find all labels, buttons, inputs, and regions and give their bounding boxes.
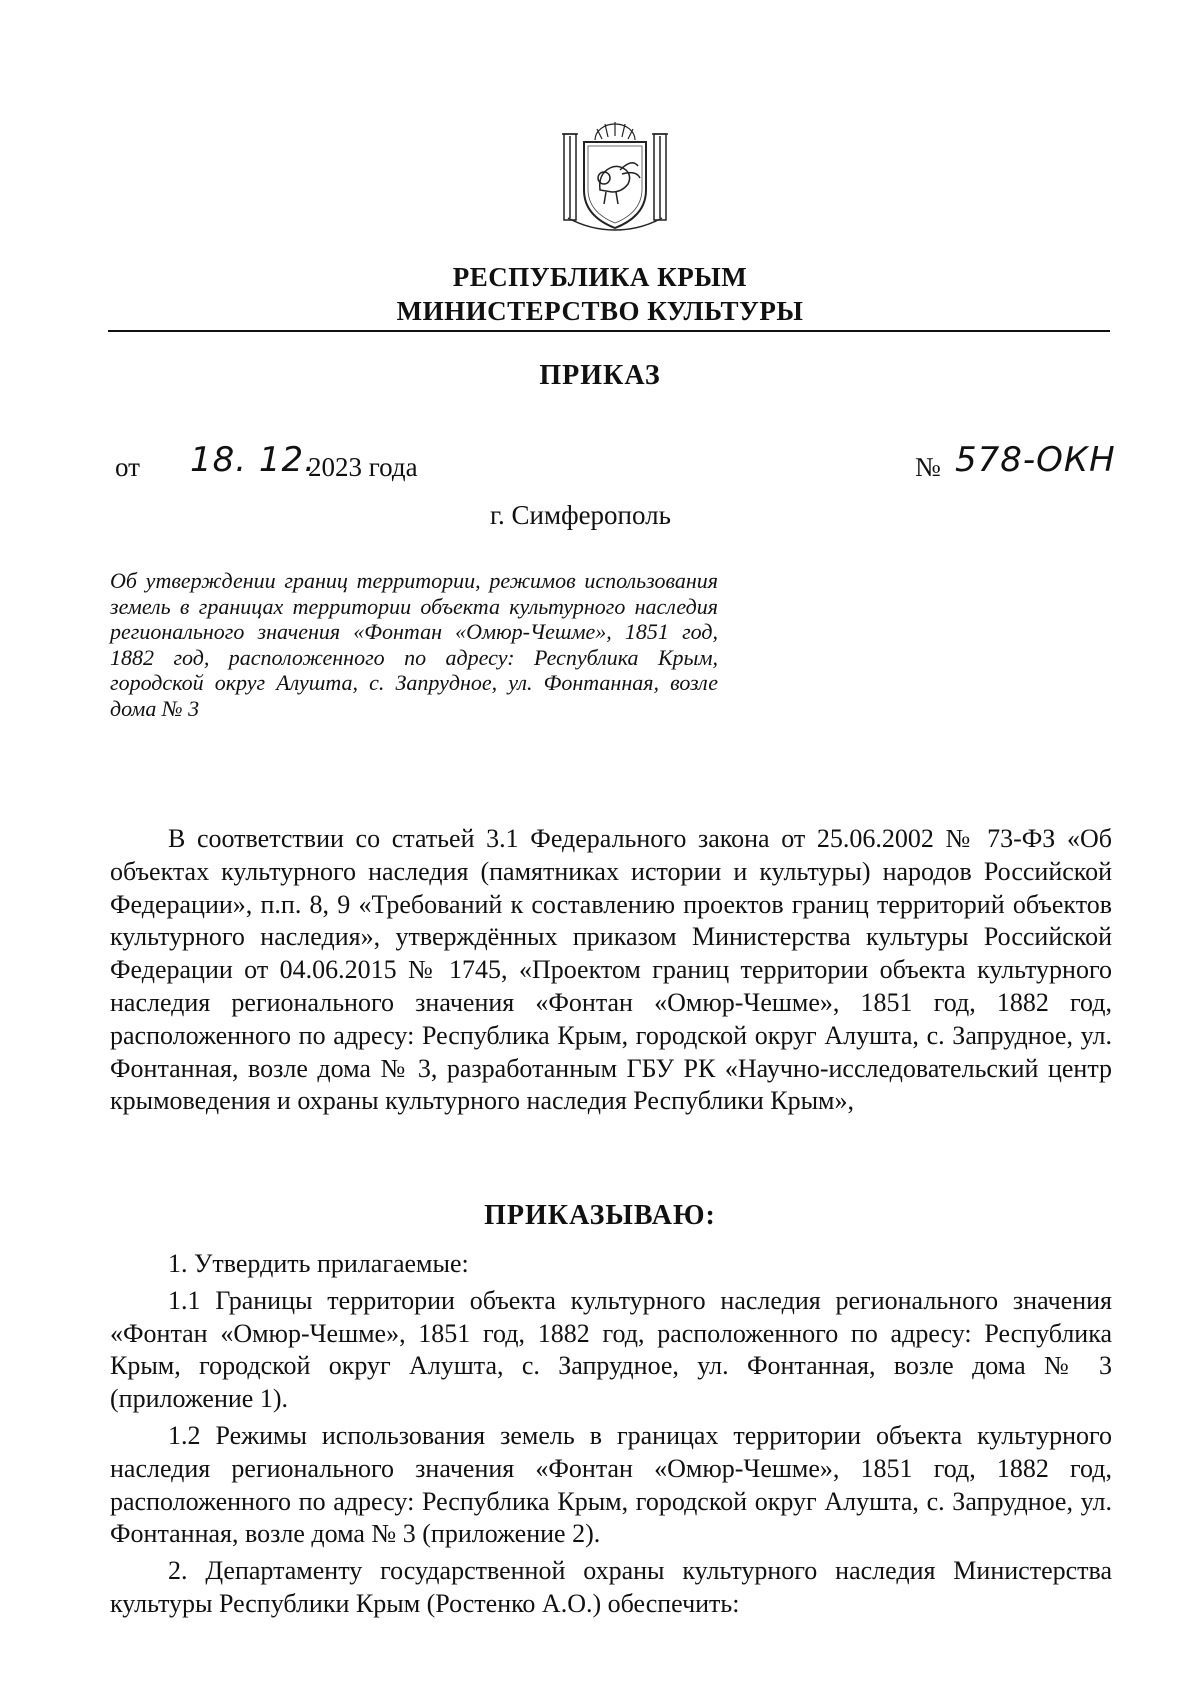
order-title: ПРИКАЗ bbox=[539, 360, 661, 391]
number-sign: № bbox=[915, 452, 941, 482]
order-year: 2023 года bbox=[308, 452, 418, 482]
coat-of-arms-icon bbox=[560, 118, 670, 236]
handwritten-order-number: 578-ОКН bbox=[955, 440, 1116, 480]
order-word: ПРИКАЗЫВАЮ: bbox=[484, 1200, 716, 1231]
header-divider bbox=[108, 330, 1110, 332]
ministry-title: МИНИСТЕРСТВО КУЛЬТУРЫ bbox=[396, 296, 804, 326]
handwritten-date: 18. 12. bbox=[190, 440, 316, 480]
city: г. Симферополь bbox=[490, 500, 671, 530]
republic-title: РЕСПУБЛИКА КРЫМ bbox=[452, 262, 748, 292]
order-subject: Об утверждении границ территории, режимов использования земель в границах территории объекта культурного наследия регионального значения «Фонтан «Омюр-Чешме», 1851 год, 1882 год, расположенного по адресу: Республика Крым, городской округ Алушта, с. Запрудное, ул. Фонтанная, возле дома № 3 bbox=[110, 568, 718, 721]
date-prefix: от bbox=[115, 452, 140, 482]
item-2: 2. Департаменту государственной охраны культурного наследия Министерства культуры Республики Крым (Ростенко А.О.) обеспечить: bbox=[110, 1556, 1112, 1618]
item-1: 1. Утвердить прилагаемые: bbox=[168, 1249, 469, 1278]
item-1-2: 1.2 Режимы использования земель в границах территории объекта культурного наследия регионального значения «Фонтан «Омюр-Чешме», 1851 год, 1882 год, расположенного по адресу: Республика Крым, городской округ Алушта, с. Запрудное, ул. Фонтанная, возле дома № 3 (приложение 2). bbox=[110, 1420, 1112, 1549]
item-1-1: 1.1 Границы территории объекта культурного наследия регионального значения «Фонтан «Омюр-Чешме», 1851 год, 1882 год, расположенного по адресу: Республика Крым, городской округ Алушта, с. Запрудное, ул. Фонтанная, возле дома № 3 (приложение 1). bbox=[110, 1285, 1112, 1414]
order-items bbox=[110, 1248, 1112, 1621]
preamble-paragraph: В соответствии со статьей 3.1 Федерального закона от 25.06.2002 № 73-ФЗ «Об объектах культурного наследия (памятниках истории и культуры) народов Российской Федерации», п.п. 8, 9 «Требований к составлению проектов границ территорий объектов культурного наследия», утверждённых приказом Министерства культуры Российской Федерации от 04.06.2015 № 1745, «Проектом границ территории объекта культурного наследия регионального значения «Фонтан «Омюр-Чешме», 1851 год, 1882 год, расположенного по адресу: Республика Крым, городской округ Алушта, с. Запрудное, ул. Фонтанная, возле дома № 3, разработанным ГБУ РК «Научно-исследовательский центр крымоведения и охраны культурного наследия Республики Крым», bbox=[110, 824, 1112, 1116]
